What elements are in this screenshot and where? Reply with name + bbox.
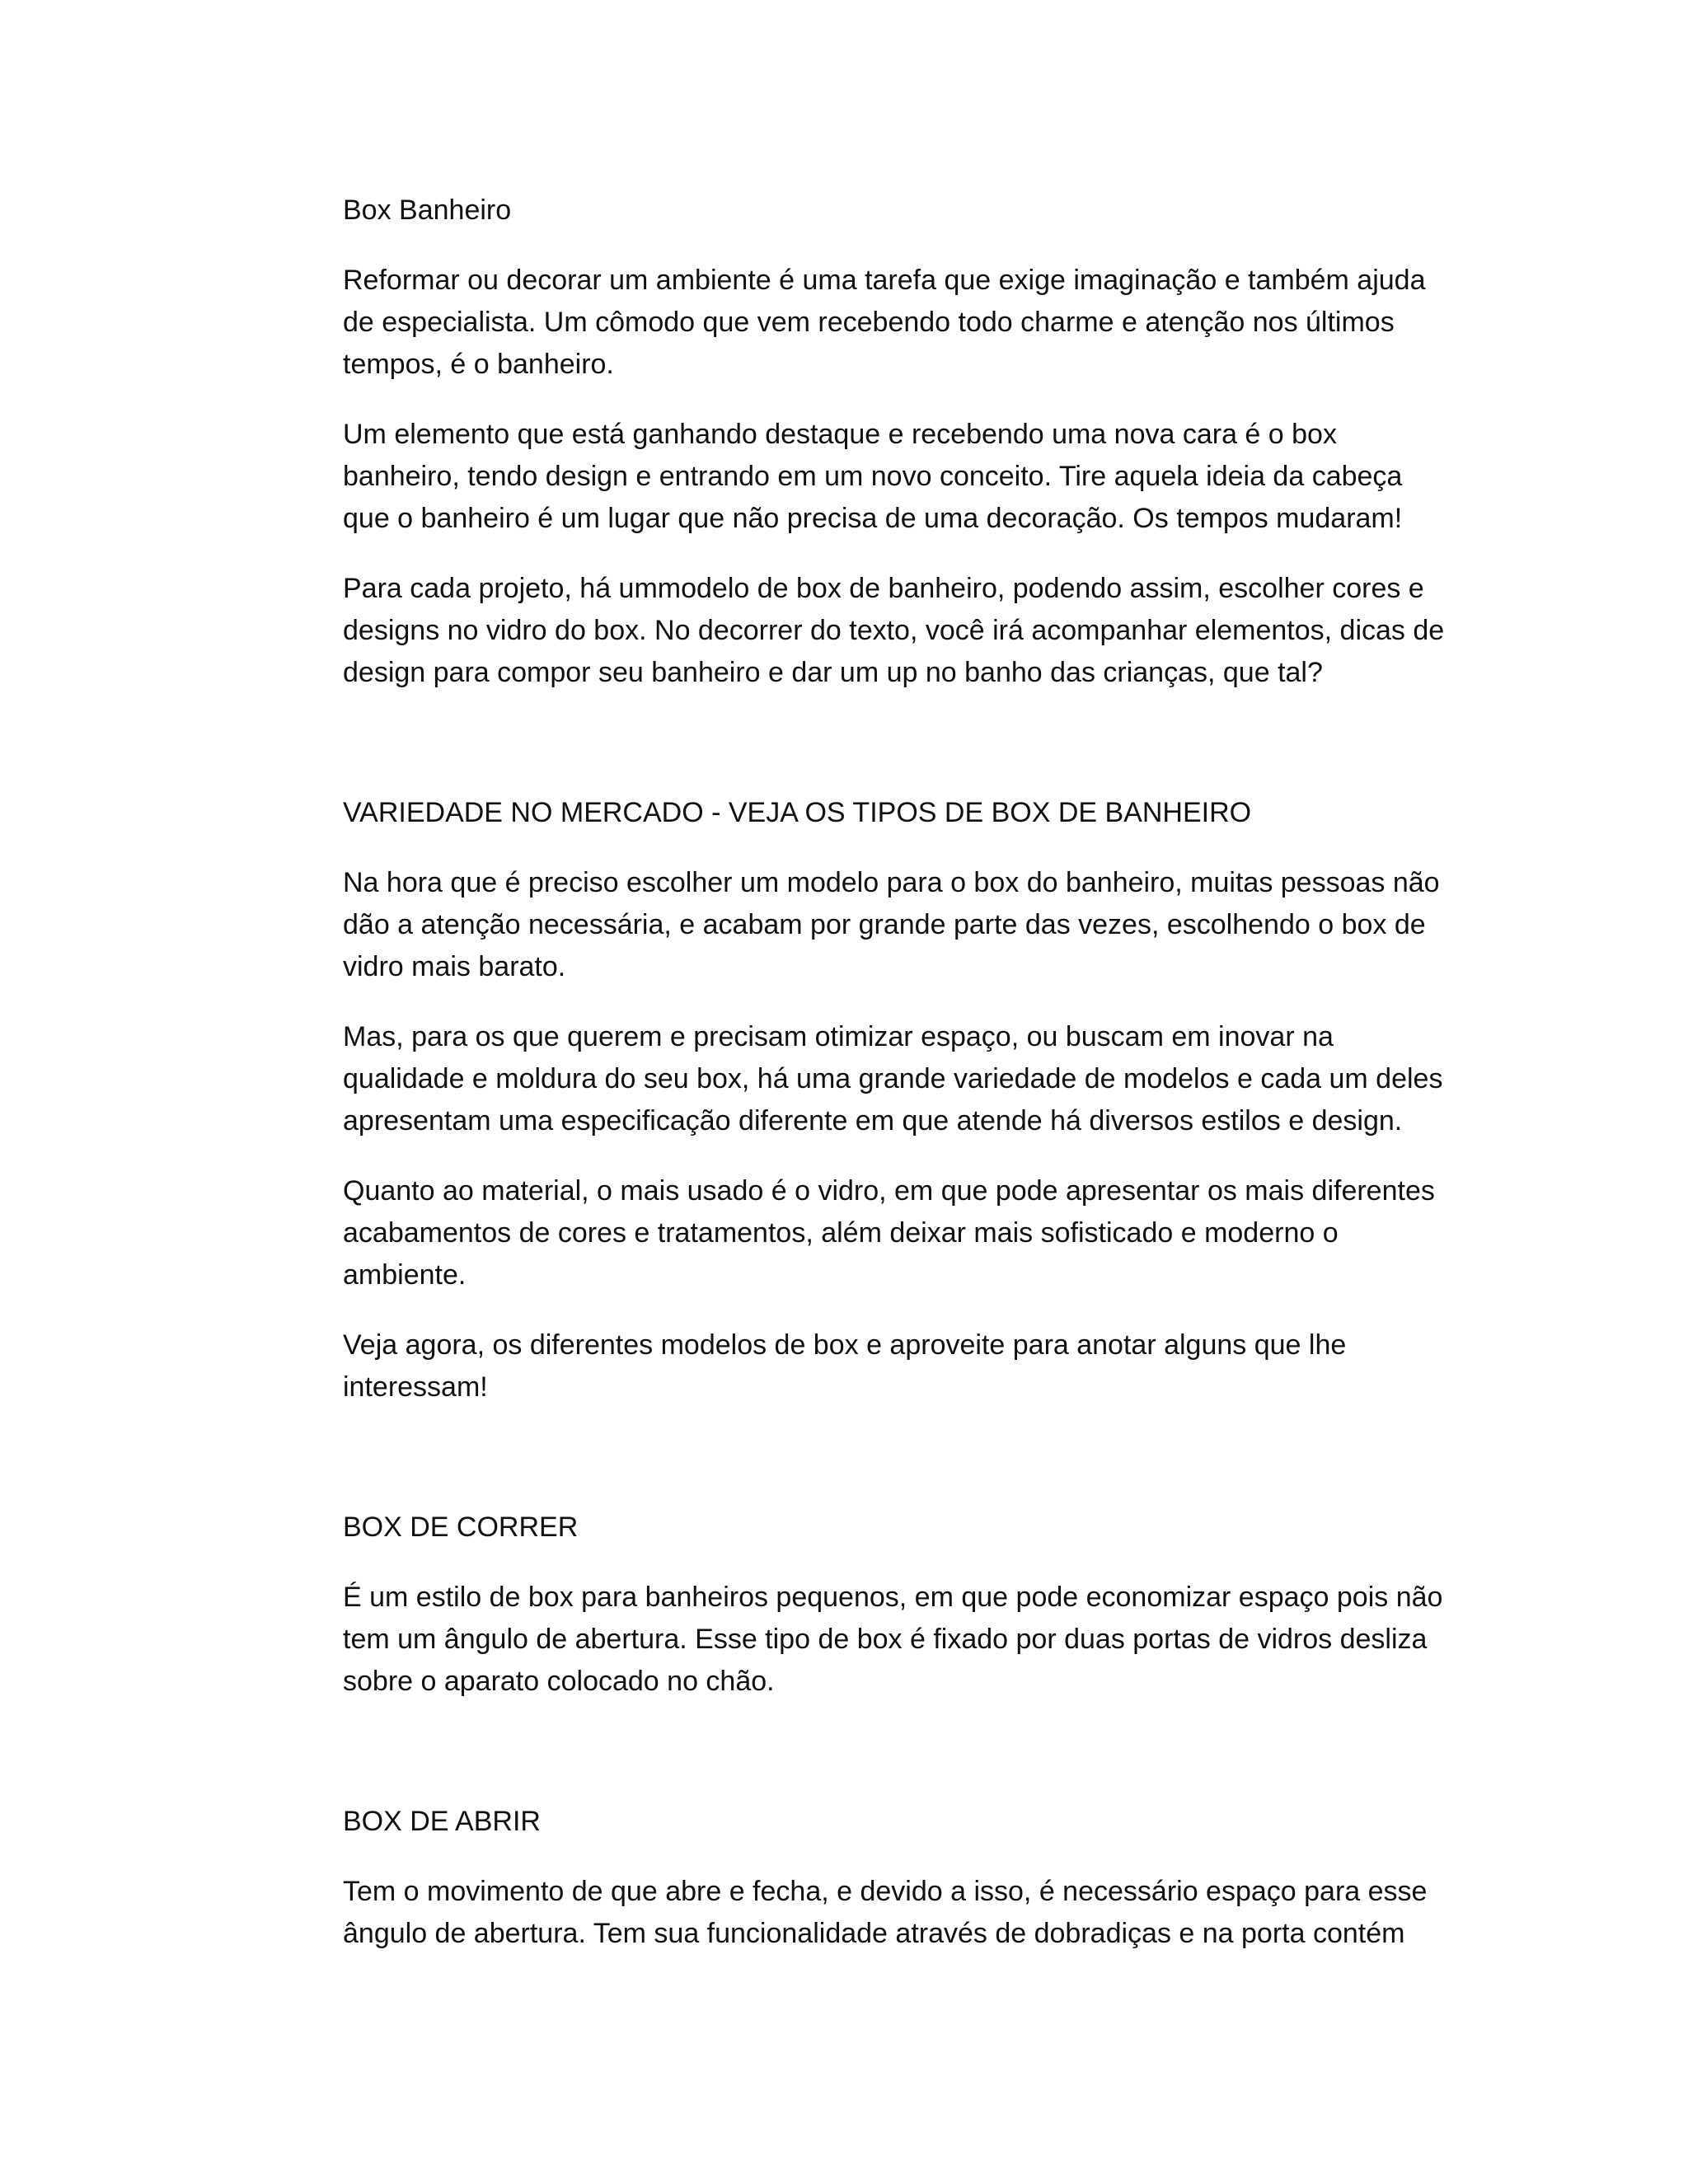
intro-paragraph-1 [343, 260, 1426, 386]
intro-paragraph-3 [343, 568, 1445, 694]
section-heading-abrir [343, 1801, 1423, 1843]
heading-line: BOX DE CORRER [343, 1511, 579, 1543]
text-line: designs no vidro do box. No decorrer do texto, você irá acompanhar elementos, dicas de [343, 615, 1445, 646]
text-line: Veja agora, os diferentes modelos de box e aproveite para anotar alguns que lhe [343, 1329, 1347, 1361]
text-line: apresentam uma especificação diferente em que atende há diversos estilos e design. [343, 1105, 1403, 1137]
text-line: ambiente. [343, 1259, 467, 1291]
heading-line: BOX DE ABRIR [343, 1806, 541, 1837]
section-spacer [343, 1731, 1423, 1801]
abrir-paragraph-1 [343, 1871, 1428, 1955]
correr-paragraph-1 [343, 1577, 1443, 1703]
document-title [343, 190, 1423, 232]
variedade-paragraph-3 [343, 1170, 1435, 1296]
text-line: de especialista. Um cômodo que vem recebendo todo charme e atenção nos últimos [343, 307, 1395, 338]
text-line: vidro mais barato. [343, 951, 566, 982]
variedade-paragraph-2 [343, 1016, 1443, 1142]
text-line: sobre o aparato colocado no chão. [343, 1666, 775, 1697]
text-line: Reformar ou decorar um ambiente é uma tarefa que exige imaginação e também ajuda [343, 265, 1426, 296]
text-line: que o banheiro é um lugar que não precisa de uma decoração. Os tempos mudaram! [343, 503, 1403, 534]
section-heading-variedade [343, 792, 1423, 834]
text-line: Mas, para os que querem e precisam otimizar espaço, ou buscam em inovar na [343, 1021, 1334, 1052]
text-line: dão a atenção necessária, e acabam por grande parte das vezes, escolhendo o box de [343, 909, 1426, 940]
text-line: banheiro, tendo design e entrando em um novo conceito. Tire aquela ideia da cabeça [343, 461, 1403, 492]
section-heading-correr [343, 1507, 1423, 1549]
text-line: Tem o movimento de que abre e fecha, e devido a isso, é necessário espaço para esse [343, 1876, 1428, 1907]
text-line: qualidade e moldura do seu box, há uma grande variedade de modelos e cada um deles [343, 1063, 1443, 1094]
text-line: tem um ângulo de abertura. Esse tipo de box é fixado por duas portas de vidros desliza [343, 1624, 1428, 1655]
variedade-paragraph-1 [343, 862, 1440, 988]
document-body [343, 190, 1445, 1983]
text-line: Quanto ao material, o mais usado é o vidro, em que pode apresentar os mais diferentes [343, 1175, 1435, 1207]
text-line: É um estilo de box para banheiros pequenos, em que pode economizar espaço pois não [343, 1582, 1443, 1613]
text-line: Para cada projeto, há ummodelo de box de banheiro, podendo assim, escolher cores e [343, 573, 1424, 604]
text-line: Na hora que é preciso escolher um modelo para o box do banheiro, muitas pessoas não [343, 867, 1440, 898]
text-line: design para compor seu banheiro e dar um up no banho das crianças, que tal? [343, 657, 1323, 688]
title-line: Box Banheiro [343, 194, 512, 226]
text-line: tempos, é o banheiro. [343, 349, 614, 380]
text-line: acabamentos de cores e tratamentos, além deixar mais sofisticado e moderno o [343, 1217, 1339, 1249]
section-spacer [343, 1436, 1423, 1507]
section-spacer [343, 722, 1423, 792]
heading-line: VARIEDADE NO MERCADO - VEJA OS TIPOS DE BOX DE BANHEIRO [343, 797, 1252, 828]
text-line: ângulo de abertura. Tem sua funcionalidade através de dobradiças e na porta contém [343, 1918, 1405, 1949]
intro-paragraph-2 [343, 414, 1423, 540]
text-line: Um elemento que está ganhando destaque e recebendo uma nova cara é o box [343, 419, 1337, 450]
variedade-paragraph-4 [343, 1324, 1423, 1408]
text-line: interessam! [343, 1371, 488, 1403]
